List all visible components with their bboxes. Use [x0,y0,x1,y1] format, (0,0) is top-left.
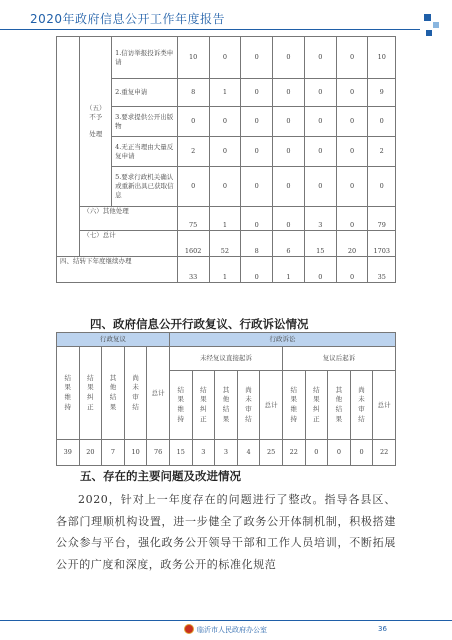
national-emblem-icon [184,624,194,634]
body-paragraph: 2020，针对上一年度存在的问题进行了整改。指导各县区、各部门理顺机构设置，进一步健全了政务公开体制机制，积极搭建公众参与平台，强化政务公开领导干部和工作人员培训，不断拓展公开的广度和深度，政务公开的标准化规范 [56,493,396,571]
page-header [0,0,452,30]
footer-org: 临沂市人民政府办公室 [197,626,267,634]
litigation-header: 行政诉讼 [169,333,395,347]
section-title: 五、存在的主要问题及改进情况 [80,469,241,483]
row-label: 3.要求提供公开出版物 [112,107,178,137]
disposal-table: （五）不予 处理 1.信访举报投诉类申请 10 0 0 0 0 0 10 2.重复申请 8 1 0 0 0 0 9 3.要求提供公开出版物 0 0 0 0 0 0 0 4.无正当理由大量反复申请 2 0 0 0 0 0 2 5.要求行政机关确认或重新出具已获取信息 0 0 0 0 0 0 0 （六）其他处理 75 1 0 0 3 0 79 （七）总计 1602 52 8 6 15 20 1703 四、结转下年度继续办理 33 1 0 1 0 0 35 [56,36,396,283]
section-title: 四、政府信息公开行政复议、行政诉讼情况 [90,317,309,331]
row-label: 四、结转下年度继续办理 [57,257,178,283]
row-label: 5.要求行政机关确认或重新出具已获取信息 [112,167,178,207]
row-label: 2.重复申请 [112,79,178,107]
row-label: 1.信访举报投诉类申请 [112,37,178,79]
row-label: 4.无正当理由大量反复申请 [112,137,178,167]
table-row: 39 20 7 10 76 15 3 3 4 25 22 0 0 0 22 [57,440,396,466]
not-reviewed-header: 未经复议直接起诉 [169,347,282,371]
deco-square-icon [426,30,432,36]
footer-rule [0,620,452,621]
header-rule [0,29,420,30]
group-label-cell: （五）不予 处理 [80,37,112,207]
page-footer [0,620,452,640]
deco-square-icon [433,22,439,28]
report-title: 2020年政府信息公开工作年度报告 [30,12,226,26]
review-litigation-table: 行政复议 行政诉讼 结果维持 结果纠正 其他结果 尚未审结 总计 未经复议直接起诉 复议后起诉 结果维持 结果纠正 其他结果 尚未审结 总计 结果维持 结果纠正 其他结果 尚未审结 总计 39 20 7 10 76 15 3 3 4 25 22 0 0 0 22 [56,332,396,466]
parent-group-cell [57,37,80,257]
row-label: （七）总计 [80,231,177,257]
review-header: 行政复议 [57,333,170,347]
deco-square-icon [424,14,431,21]
row-label: （六）其他处理 [80,207,177,231]
after-review-header: 复议后起诉 [282,347,395,371]
page-number: 36 [378,625,387,633]
